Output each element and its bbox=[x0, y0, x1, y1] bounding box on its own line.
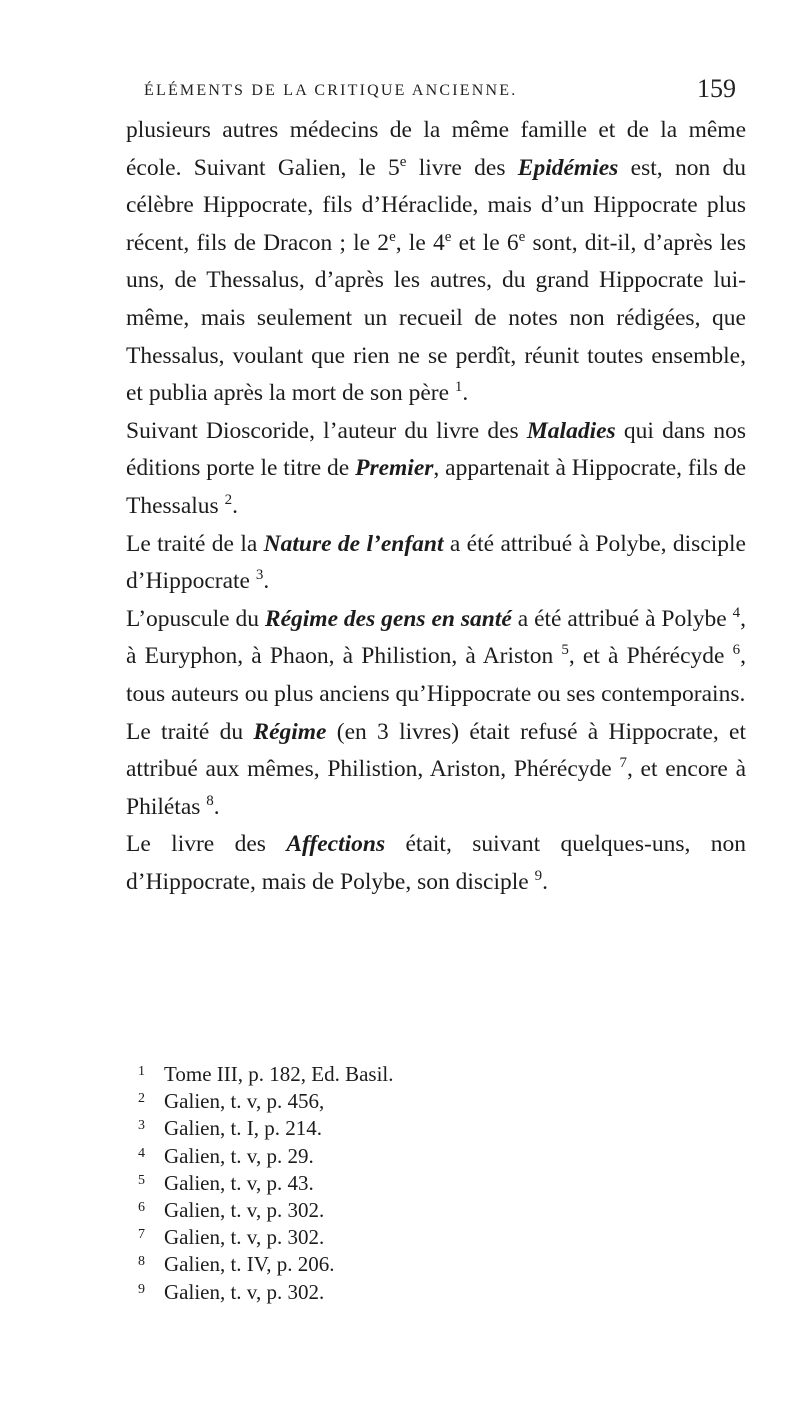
superscript: e bbox=[518, 228, 526, 245]
footnote: 9 Galien, t. v, p. 302. bbox=[138, 1279, 325, 1304]
running-head bbox=[136, 74, 736, 108]
text-run: Le traité de la bbox=[126, 530, 264, 557]
paragraph bbox=[126, 413, 746, 526]
italic-title: Nature de l’enfant bbox=[263, 530, 444, 557]
text-run: Le livre des bbox=[126, 831, 287, 858]
footnotes bbox=[138, 1061, 698, 1306]
italic-title: Maladies bbox=[526, 417, 616, 444]
text-run: . bbox=[232, 492, 238, 519]
superscript: 7 bbox=[619, 755, 627, 772]
footnote: 7 Galien, t. v, p. 302. bbox=[138, 1225, 325, 1250]
italic-title: Régime bbox=[253, 718, 327, 745]
text-run: est, non du célèbre Hippocrate, fils d’Héraclide, mais d’un Hippocrate plus récent, fils de Dracon ; le 2 bbox=[126, 154, 747, 256]
footnote-text: Galien, t. v, p. 29. bbox=[164, 1143, 314, 1168]
text-run: Le traité du bbox=[126, 718, 254, 745]
paragraph bbox=[126, 714, 746, 827]
text-run: était, suivant quelques-uns, non d’Hippocrate, mais de Polybe, son disciple bbox=[126, 831, 746, 895]
text-run: , appartenait à Hippocrate, fils de Thessalus bbox=[126, 455, 746, 519]
text-run: . bbox=[462, 380, 469, 407]
footnote-text: Galien, t. v, p. 302. bbox=[164, 1198, 325, 1223]
text-run: livre des bbox=[406, 154, 518, 181]
footnote-text: Galien, t. I, p. 214. bbox=[164, 1116, 323, 1141]
text-run: a été attribué à Polybe, disciple d’Hippocrate bbox=[126, 530, 746, 595]
text-run: L’opuscule du bbox=[126, 605, 265, 632]
superscript: 9 bbox=[534, 867, 543, 884]
text-run: , et encore à Philétas bbox=[126, 756, 746, 820]
text-run: , tous auteurs ou plus anciens qu’Hippocrate ou ses contemporains. bbox=[126, 643, 746, 707]
paragraph bbox=[126, 112, 746, 413]
italic-title: Affections bbox=[286, 831, 386, 858]
italic-title: Régime des gens en santé bbox=[264, 605, 512, 632]
italic-title: Epidémies bbox=[517, 154, 619, 181]
footnote-text: Galien, t. v, p. 43. bbox=[164, 1170, 314, 1195]
text-run: , à Euryphon, à Phaon, à Philistion, à Ariston bbox=[126, 605, 746, 670]
text-run: plusieurs autres médecins de la même famille et de la même école. Suivant Galien, le 5 bbox=[126, 117, 746, 181]
text-run: (en 3 livres) était refusé à Hippocrate, et attribué aux mêmes, Philistion, Ariston, Phérécyde bbox=[126, 718, 746, 783]
paragraph bbox=[126, 601, 746, 714]
superscript: 6 bbox=[732, 642, 741, 659]
superscript: 1 bbox=[454, 379, 463, 396]
body-text bbox=[126, 112, 746, 901]
footnote: 3 Galien, t. I, p. 214. bbox=[138, 1116, 323, 1141]
text-run: qui dans nos éditions porte le titre de bbox=[126, 417, 746, 482]
footnote: 5 Galien, t. v, p. 43. bbox=[138, 1170, 314, 1195]
footnote-text: Galien, t. v, p. 456, bbox=[164, 1089, 325, 1114]
text-run: . bbox=[263, 568, 270, 595]
page-number: 159 bbox=[697, 74, 736, 103]
footnote-text: Galien, t. IV, p. 206. bbox=[164, 1252, 335, 1277]
text-run: Suivant Dioscoride, l’auteur du livre des bbox=[126, 417, 527, 444]
superscript: e bbox=[444, 228, 452, 245]
paragraph bbox=[126, 826, 746, 901]
footnote: 4 Galien, t. v, p. 29. bbox=[138, 1143, 314, 1168]
footnote-text: Tome III, p. 182, Ed. Basil. bbox=[164, 1062, 394, 1086]
footnote: 6 Galien, t. v, p. 302. bbox=[138, 1198, 325, 1223]
footnote-text: Galien, t. v, p. 302. bbox=[164, 1279, 325, 1304]
footnote: 8 Galien, t. IV, p. 206. bbox=[138, 1252, 335, 1277]
text-run: , le 4 bbox=[395, 229, 445, 256]
footnote-text: Galien, t. v, p. 302. bbox=[164, 1225, 325, 1250]
footnote: 1 Tome III, p. 182, Ed. Basil. bbox=[138, 1062, 394, 1086]
superscript: 2 bbox=[224, 491, 233, 508]
text-run: . bbox=[542, 868, 548, 895]
superscript: 5 bbox=[561, 642, 569, 659]
superscript: e bbox=[399, 153, 407, 170]
text-run: sont, dit-il, d’après les uns, de Thessalus, d’après les autres, du grand Hippocrate lui-même, mais seulement un recueil de notes non rédigées, que Thessalus, voulant que rien ne se perdît, réunit toutes ensemble, et publia après la mort de son père bbox=[126, 229, 746, 407]
text-run: a été attribué à Polybe bbox=[511, 605, 733, 632]
running-title: ÉLÉMENTS DE LA CRITIQUE ANCIENNE. bbox=[144, 82, 518, 99]
superscript: 4 bbox=[732, 604, 741, 621]
text-run: , et à Phérécyde bbox=[568, 643, 733, 670]
superscript: 8 bbox=[206, 792, 214, 809]
footnote: 2 Galien, t. v, p. 456, bbox=[138, 1089, 325, 1114]
superscript: 3 bbox=[255, 567, 264, 584]
italic-title: Premier bbox=[355, 455, 434, 482]
superscript: e bbox=[389, 228, 396, 245]
text-run: et le 6 bbox=[451, 229, 519, 256]
paragraph bbox=[126, 526, 746, 601]
text-run: . bbox=[213, 793, 220, 820]
